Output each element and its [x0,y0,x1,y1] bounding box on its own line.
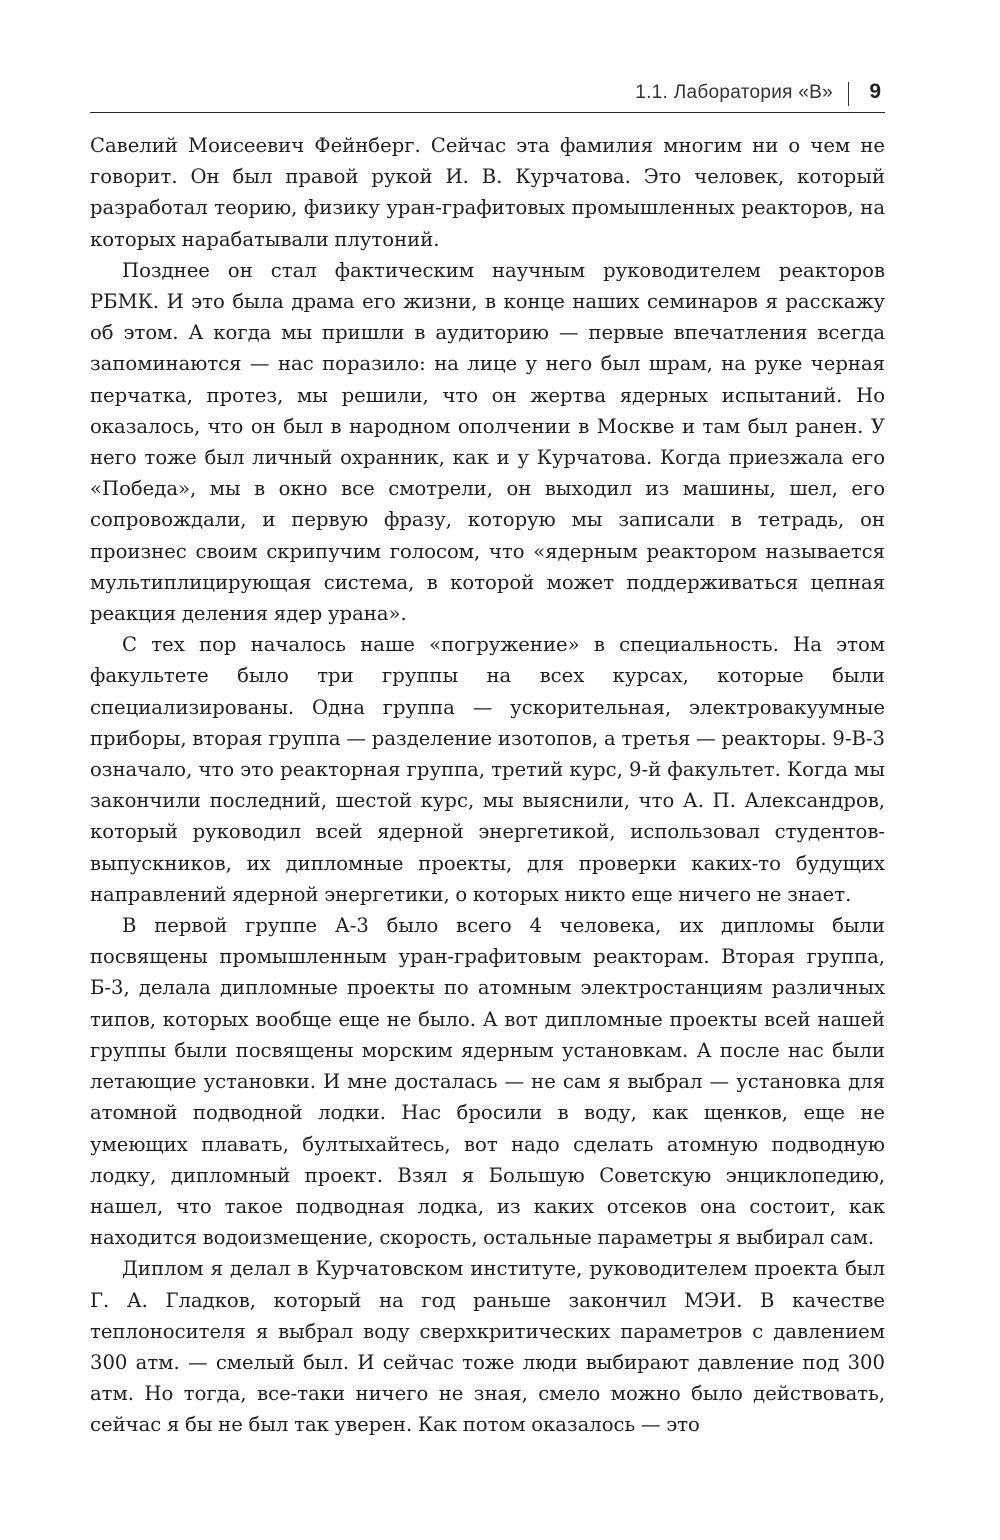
paragraph-2: Позднее он стал фактическим научным руководителем реакторов РБМК. И это была драма его жизни, в конце наших семинаров я расскажу об этом. А когда мы пришли в аудиторию — первые впечатления всегда запоминаются — нас поразило: на лице у него был шрам, на руке черная перчатка, протез, мы решили, что он жертва ядерных испытаний. Но оказалось, что он был в народном ополчении в Москве и там был ранен. У него тоже был личный охранник, как и у Курчатова. Когда приезжала его «Победа», мы в окно все смотрели, он выходил из машины, шел, его сопровождали, и первую фразу, которую мы записали в тетрадь, он произнес своим скрипучим голосом, что «ядерным реактором называется мультиплицирующая система, в которой может поддерживаться цепная реакция деления ядер урана». [90,258,885,626]
paragraph-1: Савелий Моисеевич Фейнберг. Сейчас эта фамилия многим ни о чем не говорит. Он был правой рукой И. В. Курчатова. Это человек, который разработал теорию, физику уран-графитовых промышленных реакторов, на которых нарабатывали плутоний. [90,134,885,251]
paragraph-3: С тех пор началось наше «погружение» в специальность. На этом факультете было три группы на всех курсах, которые были специализированы. Одна группа — ускорительная, электровакуумные приборы, вторая группа — разделение изотопов, а третья — реакторы. 9-В-3 означало, что это реакторная группа, третий курс, 9-й факультет. Когда мы закончили последний, шестой курс, мы выяснили, что А. П. Александров, который руководил всей ядерной энергетикой, использовал студентов-выпускников, их дипломные проекты, для проверки каких-то будущих направлений ядерной энергетики, о которых никто еще ничего не знает. [90,633,885,906]
page-number: 9 [869,80,881,103]
paragraph-4: В первой группе А-3 было всего 4 человека, их дипломы были посвящены промышленным уран-графитовым реакторам. Вторая группа, Б-3, делала дипломные проекты по атомным электростанциям различных типов, которых вообще еще не было. А вот дипломные проекты всей нашей группы были посвящены морским ядерным установкам. А после нас были летающие установки. И мне досталась — не сам я выбрал — установка для атомной подводной лодки. Нас бросили в воду, как щенков, еще не умеющих плавать, бултыхайтесь, вот надо сделать атомную подводную лодку, дипломный проект. Взял я Большую Советскую энциклопедию, нашел, что такое подводная лодка, из каких отсеков она состоит, как находится водоизмещение, скорость, остальные параметры я выбирал сам. [90,914,885,1250]
body-text [90,130,885,1441]
paragraph-5: Диплом я делал в Курчатовском институте, руководителем проекта был Г. А. Гладков, который на год раньше закончил МЭИ. В качестве теплоносителя я выбрал воду сверхкритических параметров с давлением 300 атм. — смелый был. И сейчас тоже люди выбирают давление под 300 атм. Но тогда, все-таки ничего не зная, смело можно было действовать, сейчас я бы не был так уверен. Как потом оказалось — это [90,1257,885,1437]
header-separator [848,82,850,106]
running-header [90,78,885,113]
running-title: 1.1. Лаборатория «В» [635,82,833,103]
